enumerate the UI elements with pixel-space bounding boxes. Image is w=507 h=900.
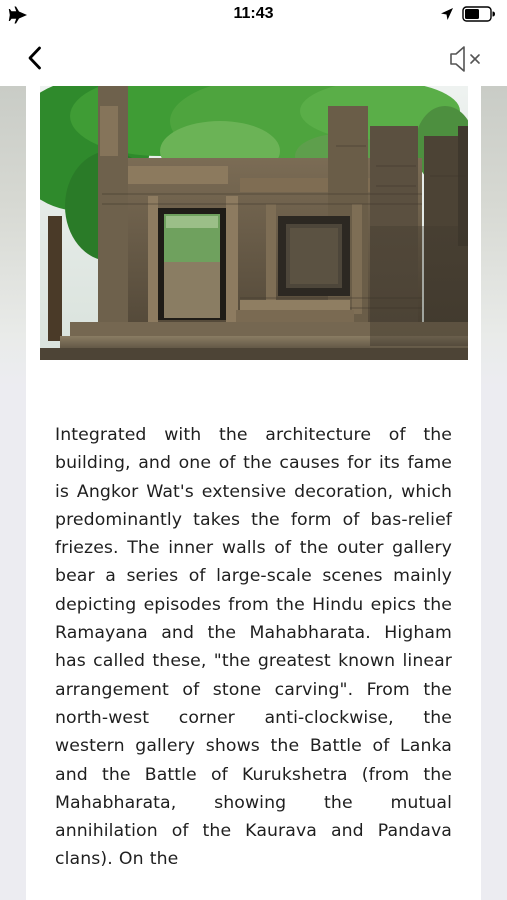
speaker-muted-icon [446,44,486,74]
battery-icon [462,6,496,22]
article-body-text: Integrated with the architecture of the building, and one of the causes for its fame is Angkor Wat's extensive decoration, which predominantly takes the form of bas-relief friezes. The inner walls of the outer gallery bear a series of large-scale scenes mainly depicting episodes from the Hindu epics the Ramayana and the Mahabharata. Higham has called these, "the greatest known linear arrangement of stone carving". From the north-west corner anti-clockwise, the western gallery shows the Battle of Lanka and the Battle of Kurukshetra (from the Mahabharata, showing the mutual annihilation of the Kaurava and Pandava clans). On the [55,425,452,870]
temple-ruins-image [40,86,468,360]
chevron-left-icon [20,42,52,74]
status-bar [0,0,507,30]
location-arrow-icon [440,7,454,21]
nav-bar [0,30,507,86]
background-edge-left [0,86,26,900]
mute-button[interactable] [446,44,486,74]
back-button[interactable] [20,42,52,74]
status-time: 11:43 [233,5,274,22]
background-edge-right [481,86,507,900]
article-card [26,86,481,900]
